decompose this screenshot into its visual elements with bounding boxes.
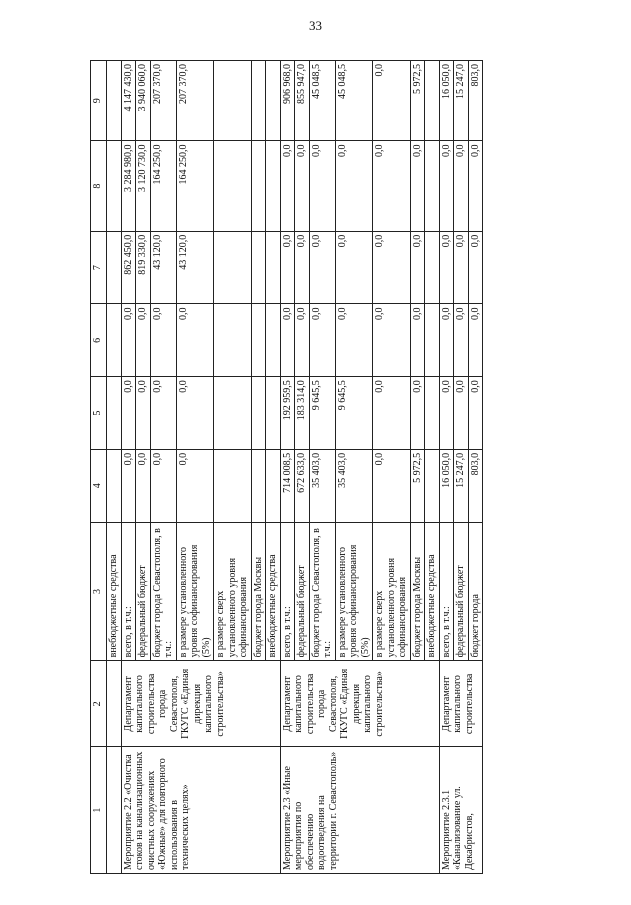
value-cell — [214, 61, 252, 141]
value-cell: 0,0 — [373, 231, 411, 304]
funding-source: бюджет города Москвы — [410, 522, 425, 661]
executor-name: Департамент капитального строительства города Севастополя, ГКУГС «Единая дирекция капитального строительства» — [121, 661, 280, 747]
value-cell: 192 959,5 — [280, 377, 295, 450]
funding-source: внебюджетные средства — [425, 522, 440, 661]
value-cell: 0,0 — [410, 141, 425, 231]
executor-cell — [107, 661, 122, 747]
value-cell — [107, 141, 122, 231]
value-cell: 45 048,5 — [309, 61, 335, 141]
value-cell — [107, 449, 122, 522]
column-header: 8 — [91, 141, 107, 231]
continuation-row — [107, 61, 122, 874]
value-cell — [266, 141, 281, 231]
value-cell: 3 120 730,0 — [136, 141, 151, 231]
funding-source: всего, в т.ч.: — [439, 522, 454, 661]
value-cell: 0,0 — [373, 61, 411, 141]
value-cell: 0,0 — [335, 141, 373, 231]
funding-source: федеральный бюджет — [136, 522, 151, 661]
value-cell: 0,0 — [454, 304, 469, 377]
header-row — [91, 61, 107, 874]
value-cell: 15 247,0 — [454, 61, 469, 141]
funding-source: всего, в т.ч.: — [121, 522, 136, 661]
value-cell — [425, 377, 440, 450]
value-cell: 0,0 — [410, 304, 425, 377]
measure-name: Мероприятие 2.3.1 «Канализование ул. Декабристов, — [439, 747, 483, 874]
value-cell — [425, 449, 440, 522]
value-cell: 35 403,0 — [309, 449, 335, 522]
funding-source: в размере сверх установленного уровня софинансирования — [214, 522, 252, 661]
value-cell — [425, 61, 440, 141]
column-header: 4 — [91, 449, 107, 522]
value-cell: 3 940 060,0 — [136, 61, 151, 141]
value-cell: 0,0 — [335, 304, 373, 377]
value-cell: 0,0 — [121, 304, 136, 377]
value-cell: 0,0 — [468, 231, 483, 304]
table-row — [121, 61, 136, 874]
value-cell — [251, 61, 266, 141]
value-cell — [107, 377, 122, 450]
value-cell: 855 947,0 — [295, 61, 310, 141]
measures-body — [121, 61, 483, 874]
value-cell: 0,0 — [373, 304, 411, 377]
value-cell: 862 450,0 — [121, 231, 136, 304]
funding-source: бюджет города — [468, 522, 483, 661]
value-cell: 0,0 — [136, 449, 151, 522]
value-cell — [214, 304, 252, 377]
value-cell: 0,0 — [439, 141, 454, 231]
value-cell: 0,0 — [439, 231, 454, 304]
budget-table — [90, 60, 483, 874]
column-header: 3 — [91, 522, 107, 661]
value-cell: 0,0 — [150, 304, 176, 377]
funding-source: бюджет города Москвы — [251, 522, 266, 661]
column-header: 2 — [91, 661, 107, 747]
value-cell: 0,0 — [468, 141, 483, 231]
funding-source: федеральный бюджет — [295, 522, 310, 661]
value-cell — [266, 231, 281, 304]
value-cell: 9 645,5 — [309, 377, 335, 450]
value-cell: 0,0 — [295, 141, 310, 231]
value-cell: 16 050,0 — [439, 449, 454, 522]
value-cell: 16 050,0 — [439, 61, 454, 141]
value-cell: 183 314,0 — [295, 377, 310, 450]
value-cell: 803,0 — [468, 449, 483, 522]
value-cell — [251, 231, 266, 304]
value-cell — [251, 141, 266, 231]
value-cell: 0,0 — [136, 304, 151, 377]
value-cell: 0,0 — [373, 377, 411, 450]
measure-name: Мероприятие 2.2 «Очистка стоков на канализационных очистных сооружениях «Южные» для повторного использования в технических целях» — [121, 747, 280, 874]
value-cell: 0,0 — [410, 377, 425, 450]
funding-source: федеральный бюджет — [454, 522, 469, 661]
value-cell: 43 120,0 — [176, 231, 214, 304]
funding-source: в размере установленного уровня софинансирования (5%) — [335, 522, 373, 661]
value-cell — [266, 377, 281, 450]
value-cell — [266, 449, 281, 522]
value-cell: 0,0 — [373, 141, 411, 231]
value-cell: 0,0 — [176, 449, 214, 522]
value-cell — [214, 377, 252, 450]
value-cell — [214, 141, 252, 231]
executor-name: Департамент капитального строительства города Севастополя, ГКУГС «Единая дирекция капитального строительства» — [280, 661, 439, 747]
funding-source: бюджет города Севастополя, в т.ч.: — [150, 522, 176, 661]
value-cell: 0,0 — [439, 304, 454, 377]
column-header: 6 — [91, 304, 107, 377]
value-cell: 0,0 — [454, 141, 469, 231]
value-cell — [266, 61, 281, 141]
value-cell: 0,0 — [468, 377, 483, 450]
funding-source: всего, в т.ч.: — [280, 522, 295, 661]
value-cell: 35 403,0 — [335, 449, 373, 522]
value-cell — [425, 304, 440, 377]
value-cell: 0,0 — [121, 449, 136, 522]
value-cell: 0,0 — [309, 304, 335, 377]
value-cell: 45 048,5 — [335, 61, 373, 141]
rotated-table-wrapper — [90, 60, 594, 874]
value-cell: 4 147 430,0 — [121, 61, 136, 141]
value-cell: 714 008,5 — [280, 449, 295, 522]
value-cell: 9 645,5 — [335, 377, 373, 450]
page-number: 33 — [309, 18, 322, 33]
funding-source: в размере сверх установленного уровня софинансирования — [373, 522, 411, 661]
value-cell — [107, 304, 122, 377]
value-cell: 15 247,0 — [454, 449, 469, 522]
value-cell: 207 370,0 — [176, 61, 214, 141]
value-cell: 0,0 — [136, 377, 151, 450]
funding-source: внебюджетные средства — [107, 522, 122, 661]
value-cell — [214, 449, 252, 522]
value-cell: 906 968,0 — [280, 61, 295, 141]
value-cell: 0,0 — [150, 377, 176, 450]
value-cell: 5 972,5 — [410, 449, 425, 522]
value-cell — [214, 231, 252, 304]
value-cell: 0,0 — [295, 304, 310, 377]
value-cell: 164 250,0 — [150, 141, 176, 231]
value-cell: 207 370,0 — [150, 61, 176, 141]
funding-source: бюджет города Севастополя, в т.ч.: — [309, 522, 335, 661]
column-header: 9 — [91, 61, 107, 141]
value-cell: 0,0 — [309, 141, 335, 231]
value-cell: 0,0 — [309, 231, 335, 304]
value-cell: 0,0 — [335, 231, 373, 304]
value-cell — [266, 304, 281, 377]
value-cell — [425, 141, 440, 231]
value-cell: 0,0 — [468, 304, 483, 377]
value-cell: 5 972,5 — [410, 61, 425, 141]
column-header: 7 — [91, 231, 107, 304]
value-cell: 0,0 — [454, 231, 469, 304]
value-cell: 0,0 — [439, 377, 454, 450]
funding-source: внебюджетные средства — [266, 522, 281, 661]
value-cell: 3 284 980,0 — [121, 141, 136, 231]
value-cell: 164 250,0 — [176, 141, 214, 231]
column-header: 5 — [91, 377, 107, 450]
value-cell — [425, 231, 440, 304]
value-cell: 0,0 — [280, 304, 295, 377]
value-cell: 672 633,0 — [295, 449, 310, 522]
value-cell: 0,0 — [176, 377, 214, 450]
column-header: 1 — [91, 747, 107, 874]
measure-name: Мероприятие 2.3 «Иные мероприятия по обеспечению водоотведения на территории г. Севастополь» — [280, 747, 439, 874]
value-cell: 803,0 — [468, 61, 483, 141]
funding-source: в размере установленного уровня софинансирования (5%) — [176, 522, 214, 661]
value-cell: 0,0 — [295, 231, 310, 304]
value-cell: 0,0 — [373, 449, 411, 522]
executor-name: Департамент капитального строительства — [439, 661, 483, 747]
value-cell: 0,0 — [454, 377, 469, 450]
value-cell — [251, 304, 266, 377]
measure-cell — [107, 747, 122, 874]
value-cell: 0,0 — [280, 141, 295, 231]
value-cell: 819 330,0 — [136, 231, 151, 304]
value-cell: 0,0 — [176, 304, 214, 377]
value-cell: 0,0 — [121, 377, 136, 450]
value-cell: 43 120,0 — [150, 231, 176, 304]
value-cell — [251, 449, 266, 522]
value-cell — [107, 231, 122, 304]
table-row — [439, 61, 454, 874]
table-row — [280, 61, 295, 874]
value-cell: 0,0 — [150, 449, 176, 522]
value-cell — [107, 61, 122, 141]
value-cell: 0,0 — [410, 231, 425, 304]
value-cell — [251, 377, 266, 450]
value-cell: 0,0 — [280, 231, 295, 304]
